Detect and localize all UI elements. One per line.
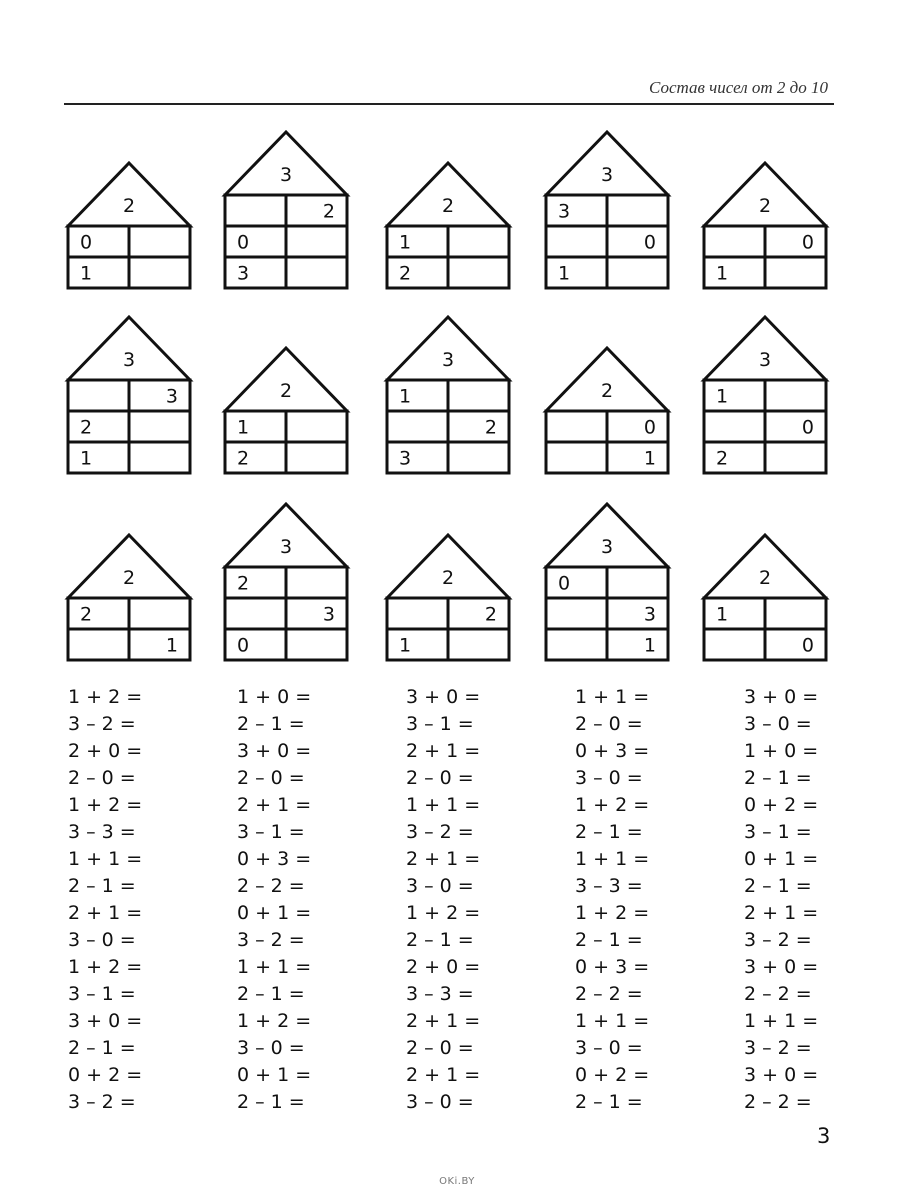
roof-number: 3 bbox=[758, 349, 772, 371]
exercise-item: 0 + 3 = bbox=[575, 956, 650, 978]
exercise-item: 2 – 0 = bbox=[406, 1037, 474, 1059]
exercise-item: 2 – 1 = bbox=[68, 875, 136, 897]
cell-right: 3 bbox=[643, 603, 656, 626]
exercise-item: 2 – 1 = bbox=[744, 875, 812, 897]
exercise-item: 1 + 2 = bbox=[406, 902, 481, 924]
exercise-item: 3 – 2 = bbox=[237, 929, 305, 951]
cell-left: 0 bbox=[80, 231, 93, 254]
cell-left: 1 bbox=[399, 634, 412, 657]
house bbox=[704, 535, 826, 660]
exercise-item: 0 + 3 = bbox=[237, 848, 312, 870]
cell-left: 1 bbox=[716, 385, 729, 408]
exercise-item: 0 + 1 = bbox=[237, 1064, 312, 1086]
exercise-item: 1 + 2 = bbox=[68, 794, 143, 816]
roof-number: 2 bbox=[441, 195, 455, 217]
exercise-item: 0 + 2 = bbox=[575, 1064, 650, 1086]
house bbox=[546, 132, 668, 288]
exercise-column-3 bbox=[406, 684, 516, 1116]
exercise-item: 1 + 1 = bbox=[237, 956, 312, 978]
exercise-item: 3 – 1 = bbox=[744, 821, 812, 843]
cell-right: 0 bbox=[643, 231, 656, 254]
house bbox=[68, 535, 190, 660]
exercise-item: 1 + 1 = bbox=[68, 848, 143, 870]
watermark: OKi.BY bbox=[439, 1176, 475, 1187]
cell-left: 2 bbox=[80, 416, 93, 439]
cell-right: 1 bbox=[165, 634, 178, 657]
exercise-item: 2 – 1 = bbox=[237, 713, 305, 735]
exercise-item: 2 – 1 = bbox=[237, 983, 305, 1005]
cell-right: 0 bbox=[643, 416, 656, 439]
exercise-item: 3 – 0 = bbox=[575, 1037, 643, 1059]
cell-left: 1 bbox=[80, 262, 93, 285]
house bbox=[225, 132, 347, 288]
house bbox=[68, 317, 190, 473]
exercise-item: 3 + 0 = bbox=[744, 686, 819, 708]
cell-left: 2 bbox=[399, 262, 412, 285]
cell-left: 2 bbox=[716, 447, 729, 470]
exercise-item: 2 – 1 = bbox=[744, 767, 812, 789]
house bbox=[225, 504, 347, 660]
exercise-item: 3 – 3 = bbox=[68, 821, 136, 843]
exercise-item: 3 + 0 = bbox=[744, 1064, 819, 1086]
exercise-item: 1 + 2 = bbox=[575, 794, 650, 816]
cell-left: 1 bbox=[716, 603, 729, 626]
house bbox=[546, 348, 668, 473]
cell-left: 0 bbox=[237, 634, 250, 657]
cell-right: 0 bbox=[801, 416, 814, 439]
exercise-item: 3 – 1 = bbox=[406, 713, 474, 735]
exercise-item: 2 – 2 = bbox=[744, 983, 812, 1005]
exercise-item: 3 – 2 = bbox=[68, 1091, 136, 1113]
roof-number: 3 bbox=[441, 349, 455, 371]
exercise-item: 3 – 2 = bbox=[744, 929, 812, 951]
cell-right: 3 bbox=[165, 385, 178, 408]
cell-left: 2 bbox=[237, 447, 250, 470]
exercise-item: 0 + 1 = bbox=[744, 848, 819, 870]
cell-right: 0 bbox=[801, 634, 814, 657]
exercise-item: 3 + 0 = bbox=[744, 956, 819, 978]
exercise-item: 0 + 2 = bbox=[68, 1064, 143, 1086]
exercise-item: 3 – 0 = bbox=[744, 713, 812, 735]
exercise-item: 3 – 0 = bbox=[406, 1091, 474, 1113]
house bbox=[387, 317, 509, 473]
exercise-item: 2 – 0 = bbox=[575, 713, 643, 735]
exercise-item: 3 – 3 = bbox=[575, 875, 643, 897]
exercise-item: 2 – 1 = bbox=[406, 929, 474, 951]
cell-left: 3 bbox=[237, 262, 250, 285]
exercise-item: 1 + 2 = bbox=[237, 1010, 312, 1032]
exercise-item: 3 – 2 = bbox=[744, 1037, 812, 1059]
exercise-item: 1 + 0 = bbox=[237, 686, 312, 708]
exercise-item: 1 + 1 = bbox=[575, 848, 650, 870]
cell-right: 0 bbox=[801, 231, 814, 254]
exercise-item: 2 – 0 = bbox=[68, 767, 136, 789]
exercise-item: 3 – 1 = bbox=[237, 821, 305, 843]
cell-right: 2 bbox=[484, 603, 497, 626]
cell-left: 2 bbox=[237, 572, 250, 595]
roof-number: 2 bbox=[441, 567, 455, 589]
cell-right: 1 bbox=[643, 634, 656, 657]
exercise-item: 2 + 1 = bbox=[406, 1010, 481, 1032]
exercise-item: 1 + 1 = bbox=[575, 1010, 650, 1032]
cell-right: 2 bbox=[484, 416, 497, 439]
roof-number: 2 bbox=[279, 380, 293, 402]
exercise-item: 2 – 1 = bbox=[68, 1037, 136, 1059]
exercise-item: 2 – 2 = bbox=[575, 983, 643, 1005]
house bbox=[225, 348, 347, 473]
exercise-item: 3 + 0 = bbox=[68, 1010, 143, 1032]
exercise-item: 2 + 1 = bbox=[237, 794, 312, 816]
cell-right: 3 bbox=[322, 603, 335, 626]
cell-right: 2 bbox=[322, 200, 335, 223]
exercise-item: 2 – 0 = bbox=[237, 767, 305, 789]
house bbox=[387, 535, 509, 660]
roof-number: 3 bbox=[600, 164, 614, 186]
exercise-item: 3 – 2 = bbox=[68, 713, 136, 735]
exercise-item: 0 + 2 = bbox=[744, 794, 819, 816]
roof-number: 3 bbox=[122, 349, 136, 371]
roof-number: 2 bbox=[758, 567, 772, 589]
exercise-item: 2 + 1 = bbox=[406, 848, 481, 870]
exercise-item: 2 + 0 = bbox=[68, 740, 143, 762]
exercise-item: 3 – 0 = bbox=[237, 1037, 305, 1059]
page-title: Состав чисел от 2 до 10 bbox=[649, 78, 828, 97]
roof-number: 2 bbox=[122, 195, 136, 217]
exercise-item: 1 + 2 = bbox=[68, 686, 143, 708]
exercise-item: 0 + 1 = bbox=[237, 902, 312, 924]
exercise-item: 2 – 2 = bbox=[237, 875, 305, 897]
exercise-item: 1 + 1 = bbox=[744, 1010, 819, 1032]
exercise-item: 1 + 2 = bbox=[68, 956, 143, 978]
roof-number: 2 bbox=[600, 380, 614, 402]
cell-left: 1 bbox=[237, 416, 250, 439]
house bbox=[546, 504, 668, 660]
exercise-item: 1 + 1 = bbox=[575, 686, 650, 708]
exercise-item: 3 + 0 = bbox=[406, 686, 481, 708]
cell-left: 2 bbox=[80, 603, 93, 626]
cell-left: 1 bbox=[558, 262, 571, 285]
cell-left: 1 bbox=[80, 447, 93, 470]
house bbox=[704, 317, 826, 473]
exercise-item: 1 + 2 = bbox=[575, 902, 650, 924]
house bbox=[387, 163, 509, 288]
roof-number: 2 bbox=[122, 567, 136, 589]
exercise-item: 3 – 0 = bbox=[68, 929, 136, 951]
exercise-item: 2 – 0 = bbox=[406, 767, 474, 789]
exercise-item: 3 – 3 = bbox=[406, 983, 474, 1005]
cell-left: 0 bbox=[237, 231, 250, 254]
exercise-item: 2 – 1 = bbox=[237, 1091, 305, 1113]
exercise-item: 2 + 0 = bbox=[406, 956, 481, 978]
exercise-item: 3 – 0 = bbox=[406, 875, 474, 897]
exercise-column-5 bbox=[744, 684, 854, 1116]
cell-left: 1 bbox=[399, 385, 412, 408]
cell-left: 3 bbox=[558, 200, 571, 223]
cell-left: 1 bbox=[716, 262, 729, 285]
exercise-item: 3 – 1 = bbox=[68, 983, 136, 1005]
exercise-item: 2 – 1 = bbox=[575, 821, 643, 843]
cell-right: 1 bbox=[643, 447, 656, 470]
cell-left: 1 bbox=[399, 231, 412, 254]
cell-left: 0 bbox=[558, 572, 571, 595]
roof-number: 2 bbox=[758, 195, 772, 217]
roof-number: 3 bbox=[279, 536, 293, 558]
page-number: 3 bbox=[817, 1124, 831, 1148]
exercise-item: 3 – 0 = bbox=[575, 767, 643, 789]
exercise-item: 2 + 1 = bbox=[406, 740, 481, 762]
exercise-item: 1 + 0 = bbox=[744, 740, 819, 762]
exercise-item: 2 – 1 = bbox=[575, 929, 643, 951]
exercise-item: 2 + 1 = bbox=[406, 1064, 481, 1086]
exercise-item: 3 – 2 = bbox=[406, 821, 474, 843]
exercise-item: 1 + 1 = bbox=[406, 794, 481, 816]
exercise-item: 2 – 2 = bbox=[744, 1091, 812, 1113]
roof-number: 3 bbox=[279, 164, 293, 186]
exercise-item: 3 + 0 = bbox=[237, 740, 312, 762]
house bbox=[704, 163, 826, 288]
exercise-item: 2 + 1 = bbox=[68, 902, 143, 924]
cell-left: 3 bbox=[399, 447, 412, 470]
exercise-item: 2 – 1 = bbox=[575, 1091, 643, 1113]
exercise-item: 2 + 1 = bbox=[744, 902, 819, 924]
house bbox=[68, 163, 190, 288]
exercise-item: 0 + 3 = bbox=[575, 740, 650, 762]
exercise-column-2 bbox=[237, 684, 347, 1116]
exercise-column-4 bbox=[575, 684, 685, 1116]
exercise-column-1 bbox=[68, 684, 178, 1116]
roof-number: 3 bbox=[600, 536, 614, 558]
